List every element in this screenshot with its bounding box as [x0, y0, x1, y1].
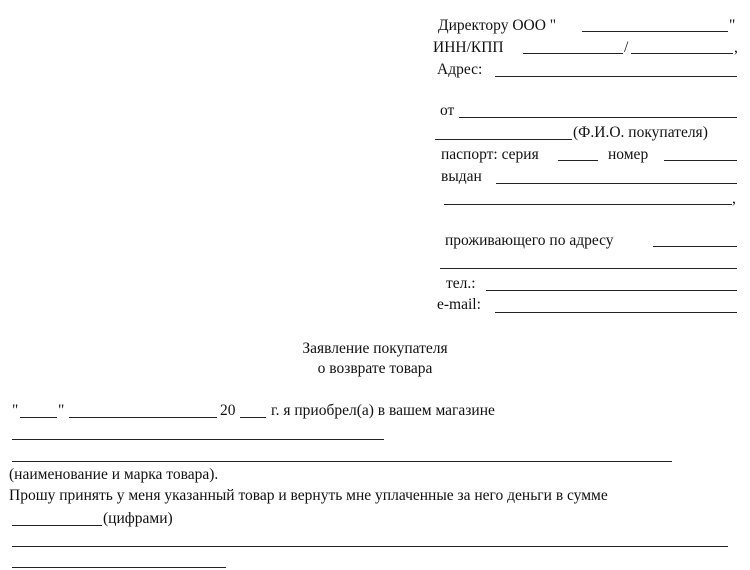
- day-field[interactable]: [20, 417, 57, 418]
- inn-label: ИНН/КПП: [433, 39, 504, 56]
- company-name-field[interactable]: [582, 31, 728, 32]
- company-address-field[interactable]: [495, 76, 737, 77]
- year-prefix: 20: [220, 402, 236, 419]
- buyer-name-field-2[interactable]: [435, 139, 572, 140]
- month-field[interactable]: [69, 417, 217, 418]
- title-line-1: Заявление покупателя: [302, 340, 448, 357]
- kpp-field[interactable]: [631, 53, 733, 54]
- amount-words-field[interactable]: [12, 546, 728, 547]
- issued-by-field-2[interactable]: [444, 204, 732, 205]
- product-name-field[interactable]: [12, 461, 672, 462]
- passport-series-label: паспорт: серия: [441, 146, 539, 163]
- passport-number-label: номер: [608, 146, 649, 163]
- phone-label: тел.:: [446, 275, 476, 292]
- date-close-quote: ": [58, 402, 65, 419]
- amount-digits-field[interactable]: [12, 525, 102, 526]
- director-label: Директору ООО ": [438, 17, 557, 34]
- issued-by-field[interactable]: [496, 183, 737, 184]
- address-label: Адрес:: [437, 61, 483, 78]
- passport-number-field[interactable]: [664, 160, 737, 161]
- year-field[interactable]: [240, 417, 266, 418]
- purchase-text: г. я приобрел(а) в вашем магазине: [271, 402, 495, 419]
- buyer-name-field[interactable]: [459, 117, 737, 118]
- phone-field[interactable]: [486, 290, 737, 291]
- request-text: Прошу принять у меня указанный товар и вернуть мне уплаченные за него деньги в сумме: [9, 487, 608, 504]
- residing-label: проживающего по адресу: [445, 232, 614, 249]
- title-line-2: о возврате товара: [317, 360, 433, 377]
- amount-words-field-2[interactable]: [12, 567, 226, 568]
- inn-separator: /: [624, 39, 629, 56]
- email-label: e-mail:: [437, 296, 481, 313]
- date-open-quote: ": [12, 402, 19, 419]
- residence-address-field-2[interactable]: [440, 268, 737, 269]
- email-field[interactable]: [495, 312, 737, 313]
- passport-series-field[interactable]: [558, 160, 598, 161]
- product-hint: (наименование и марка товара).: [9, 466, 219, 483]
- from-label: от: [440, 102, 455, 119]
- store-field[interactable]: [12, 439, 384, 440]
- inn-end: ,: [734, 39, 738, 56]
- issued-end: ,: [732, 190, 736, 207]
- issued-label: выдан: [441, 168, 482, 185]
- inn-field[interactable]: [523, 53, 623, 54]
- digits-hint: (цифрами): [103, 510, 173, 527]
- residence-address-field[interactable]: [653, 246, 737, 247]
- fio-hint: (Ф.И.О. покупателя): [573, 124, 708, 141]
- director-close-quote: ": [729, 17, 736, 34]
